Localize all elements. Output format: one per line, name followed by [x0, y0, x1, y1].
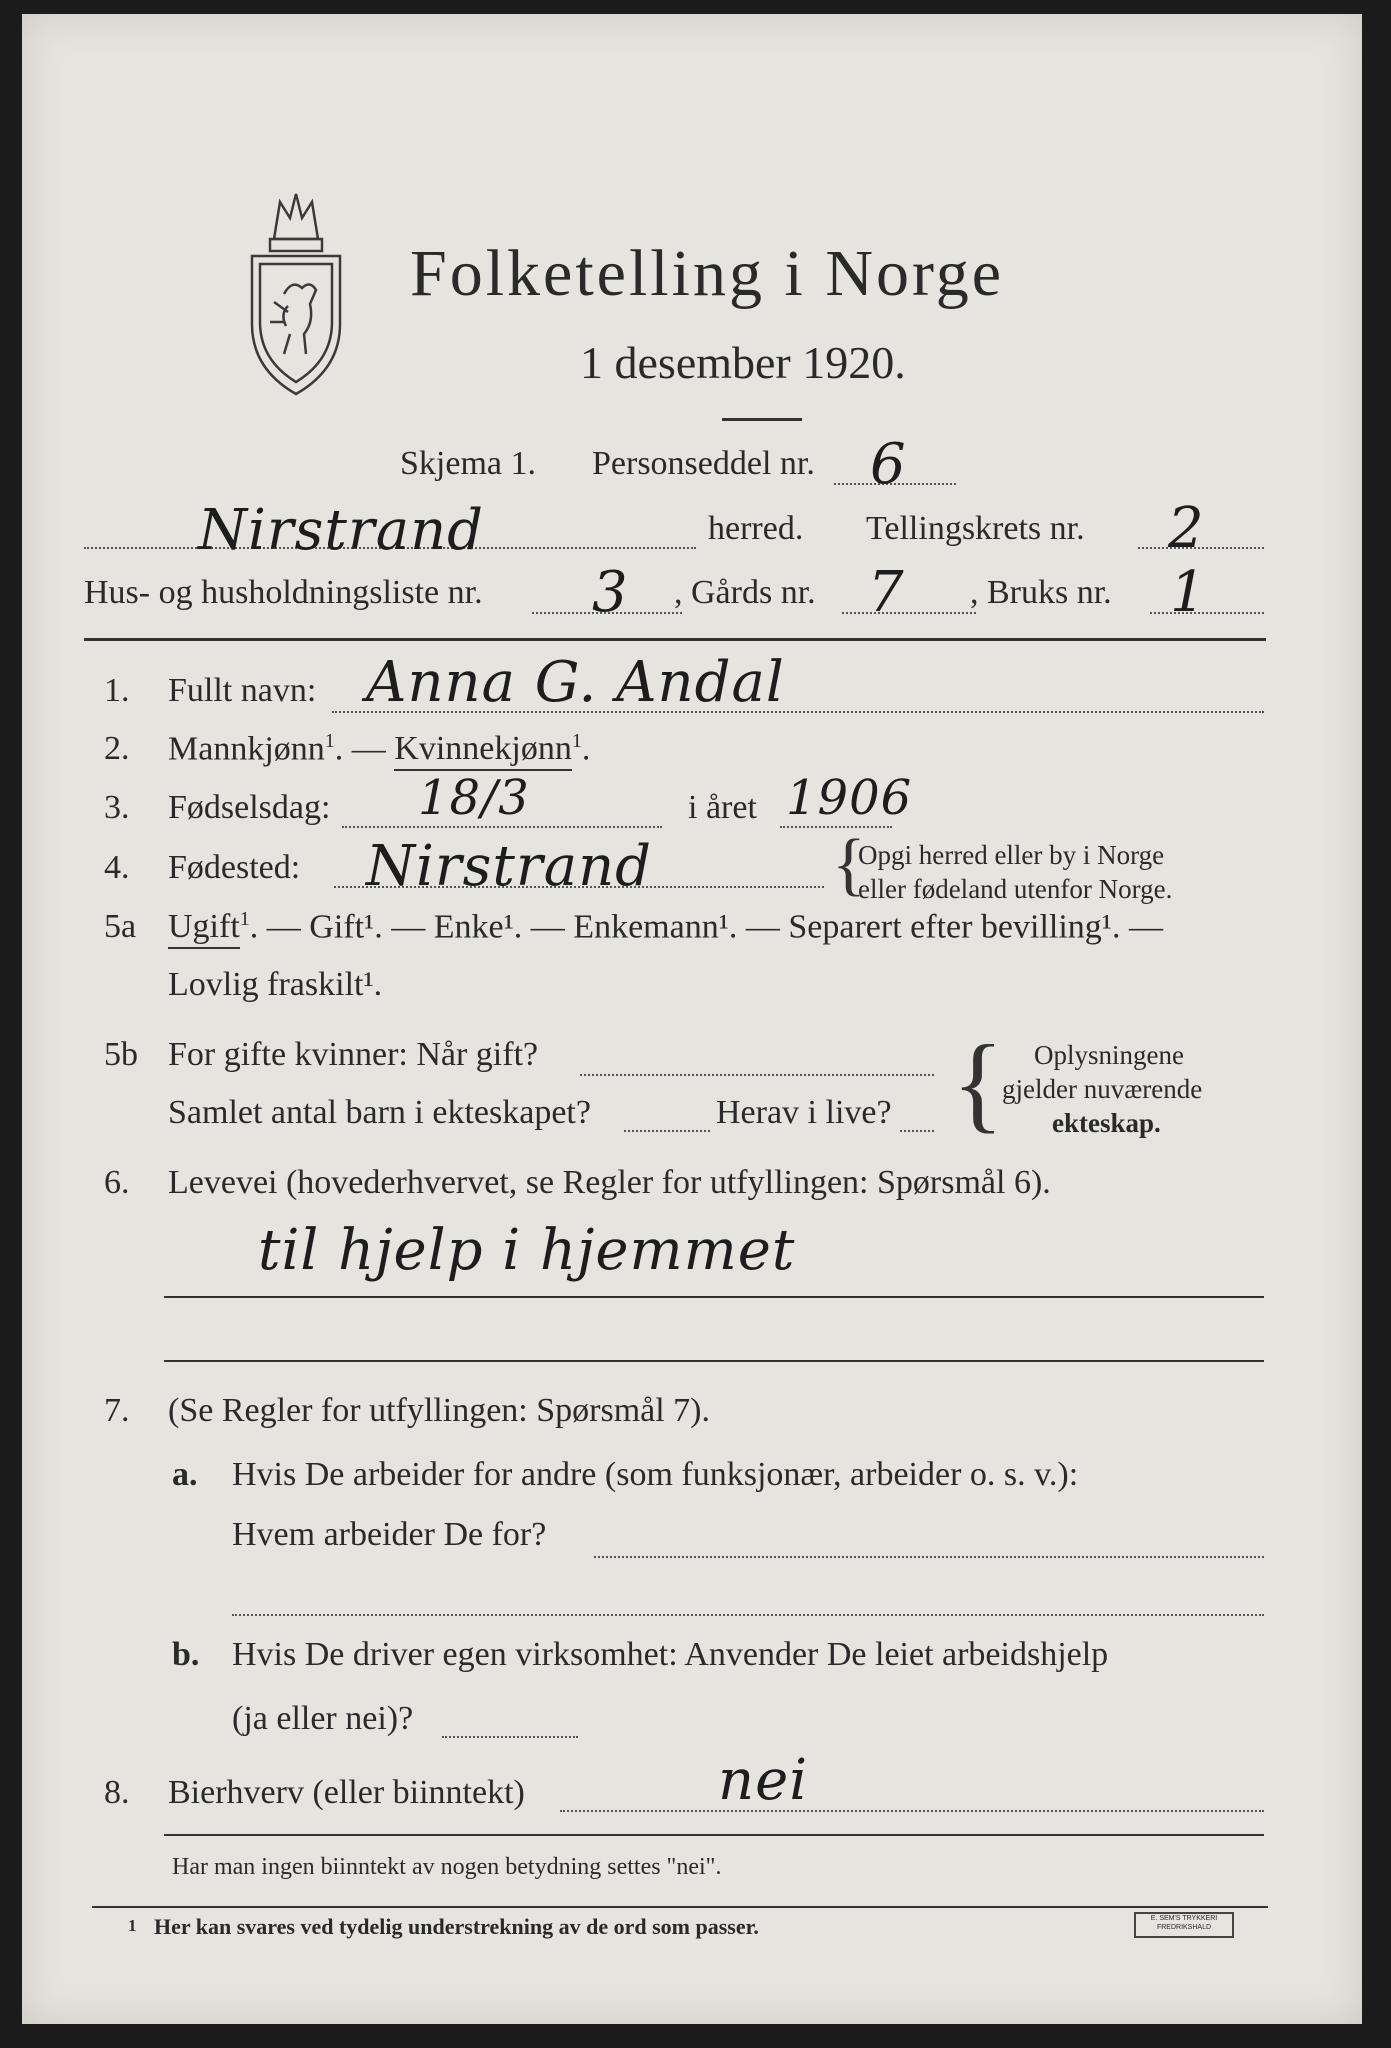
footnote-mark: 1 [128, 1916, 137, 1935]
q7a-number: a. [172, 1456, 198, 1493]
q5b-alive-line [900, 1130, 934, 1132]
q5b-note-3: ekteskap. [1052, 1108, 1161, 1138]
q2-mann: Mannkjønn [168, 730, 325, 768]
q5b-line1: For gifte kvinner: Når gift? [168, 1036, 539, 1073]
q5b-brace: { [952, 1024, 1004, 1143]
q7a-line1: Hvis De arbeider for andre (som funksjonær, arbeider o. s. v.): [232, 1456, 1079, 1493]
q5b-number: 5b [104, 1036, 138, 1073]
q6-answer-line-1 [164, 1296, 1264, 1298]
personseddel-label: Personseddel nr. [592, 445, 815, 482]
q1-label: Fullt navn: [168, 672, 317, 709]
census-form [22, 14, 1362, 2024]
q5a-line2: Lovlig fraskilt¹. [168, 966, 383, 1003]
header-rule [84, 638, 1266, 641]
q7b-line1: Hvis De driver egen virksomhet: Anvender De leiet arbeidshjelp [232, 1636, 1109, 1673]
q3-year-value: 1906 [786, 770, 913, 826]
title-divider [722, 418, 802, 421]
footnote-rule [92, 1906, 1268, 1908]
q1-name-value: Anna G. Andal [366, 650, 785, 715]
herred-value: Nirstrand [198, 498, 484, 563]
herred-label: herred. [708, 510, 804, 547]
bruks-line [1150, 612, 1264, 614]
q8-line [560, 1810, 1264, 1812]
q6-occupation-value: til hjelp i hjemmet [258, 1218, 796, 1283]
q7b-line [442, 1736, 578, 1738]
q7a-line2: Hvem arbeider De for? [232, 1516, 547, 1553]
q5a-rest: — Gift¹. — Enke¹. — Enkemann¹. — Separert efter bevilling¹. — [266, 908, 1163, 946]
coat-of-arms-icon [244, 184, 348, 399]
personseddel-value: 6 [870, 432, 907, 497]
census-date: 1 desember 1920. [580, 337, 906, 388]
q2-options: Mannkjønn$^1$. — Kvinnekjønn$^1$. [168, 730, 590, 768]
q5b-alive-label: Herav i live? [716, 1094, 892, 1131]
q7b-number: b. [172, 1636, 200, 1673]
printer-stamp: E. SEM'S TRYKKERI FREDRIKSHALD [1134, 1912, 1234, 1938]
q7-label: (Se Regler for utfyllingen: Spørsmål 7). [168, 1392, 711, 1429]
tellingskrets-label: Tellingskrets nr. [866, 510, 1085, 547]
q1-number: 1. [104, 672, 130, 709]
q3-day-value: 18/3 [418, 770, 530, 826]
q2-kvinne-underlined: Kvinnekjønn [394, 730, 572, 771]
q8-value: nei [718, 1748, 809, 1813]
q4-number: 4. [104, 849, 130, 886]
q3-day-line [342, 826, 662, 828]
q4-birthplace-value: Nirstrand [366, 834, 652, 899]
q7a-line-extra [232, 1614, 1264, 1616]
q4-label: Fødested: [168, 849, 301, 886]
husliste-label: Hus- og husholdningsliste nr. [84, 574, 483, 611]
q8-number: 8. [104, 1774, 130, 1811]
q3-number: 3. [104, 789, 130, 826]
q5b-note-2: gjelder nuværende [1002, 1074, 1203, 1104]
q5a-options: Ugift$^1$. — Gift¹. — Enke¹. — Enkemann¹. — Separert efter bevilling¹. — [168, 908, 1163, 946]
q8-label: Bierhverv (eller biinntekt) [168, 1774, 525, 1811]
q4-note-2: eller fødeland utenfor Norge. [858, 874, 1173, 904]
q5b-children-line [624, 1130, 710, 1132]
gards-label: , Gårds nr. [674, 574, 816, 611]
q7b-line2: (ja eller nei)? [232, 1700, 414, 1737]
bruks-value: 1 [1170, 560, 1207, 625]
q2-number: 2. [104, 730, 130, 767]
q3-year-label: i året [688, 789, 757, 826]
q6-number: 6. [104, 1164, 130, 1201]
q6-answer-line-2 [164, 1360, 1264, 1362]
bruks-label: , Bruks nr. [970, 574, 1112, 611]
gards-line [842, 612, 976, 614]
q5a-number: 5a [104, 908, 137, 945]
q5b-children-label: Samlet antal barn i ekteskapet? [168, 1094, 591, 1131]
footnote-text: Her kan svares ved tydelig understrekning av de ord som passer. [154, 1914, 759, 1939]
q3-label: Fødselsdag: [168, 789, 331, 826]
q5b-married-line [580, 1074, 934, 1076]
q4-note-1: Opgi herred eller by i Norge [858, 840, 1165, 870]
nei-note: Har man ingen biinntekt av nogen betydning settes "nei". [172, 1854, 722, 1880]
schema-label: Skjema 1. [400, 445, 536, 482]
husliste-value: 3 [592, 560, 629, 625]
q4-brace: { [832, 826, 866, 903]
bottom-rule [164, 1834, 1264, 1836]
q7-number: 7. [104, 1392, 130, 1429]
q2-sep: — [351, 730, 386, 768]
gards-value: 7 [868, 560, 905, 625]
q7a-line [594, 1556, 1264, 1558]
q5a-ugift-underlined: Ugift [168, 908, 240, 949]
tellingskrets-value: 2 [1168, 496, 1205, 561]
form-title: Folketelling i Norge [410, 237, 1005, 310]
q6-label: Levevei (hovederhvervet, se Regler for utfyllingen: Spørsmål 6). [168, 1164, 1051, 1201]
q5b-note-1: Oplysningene [1034, 1040, 1184, 1070]
